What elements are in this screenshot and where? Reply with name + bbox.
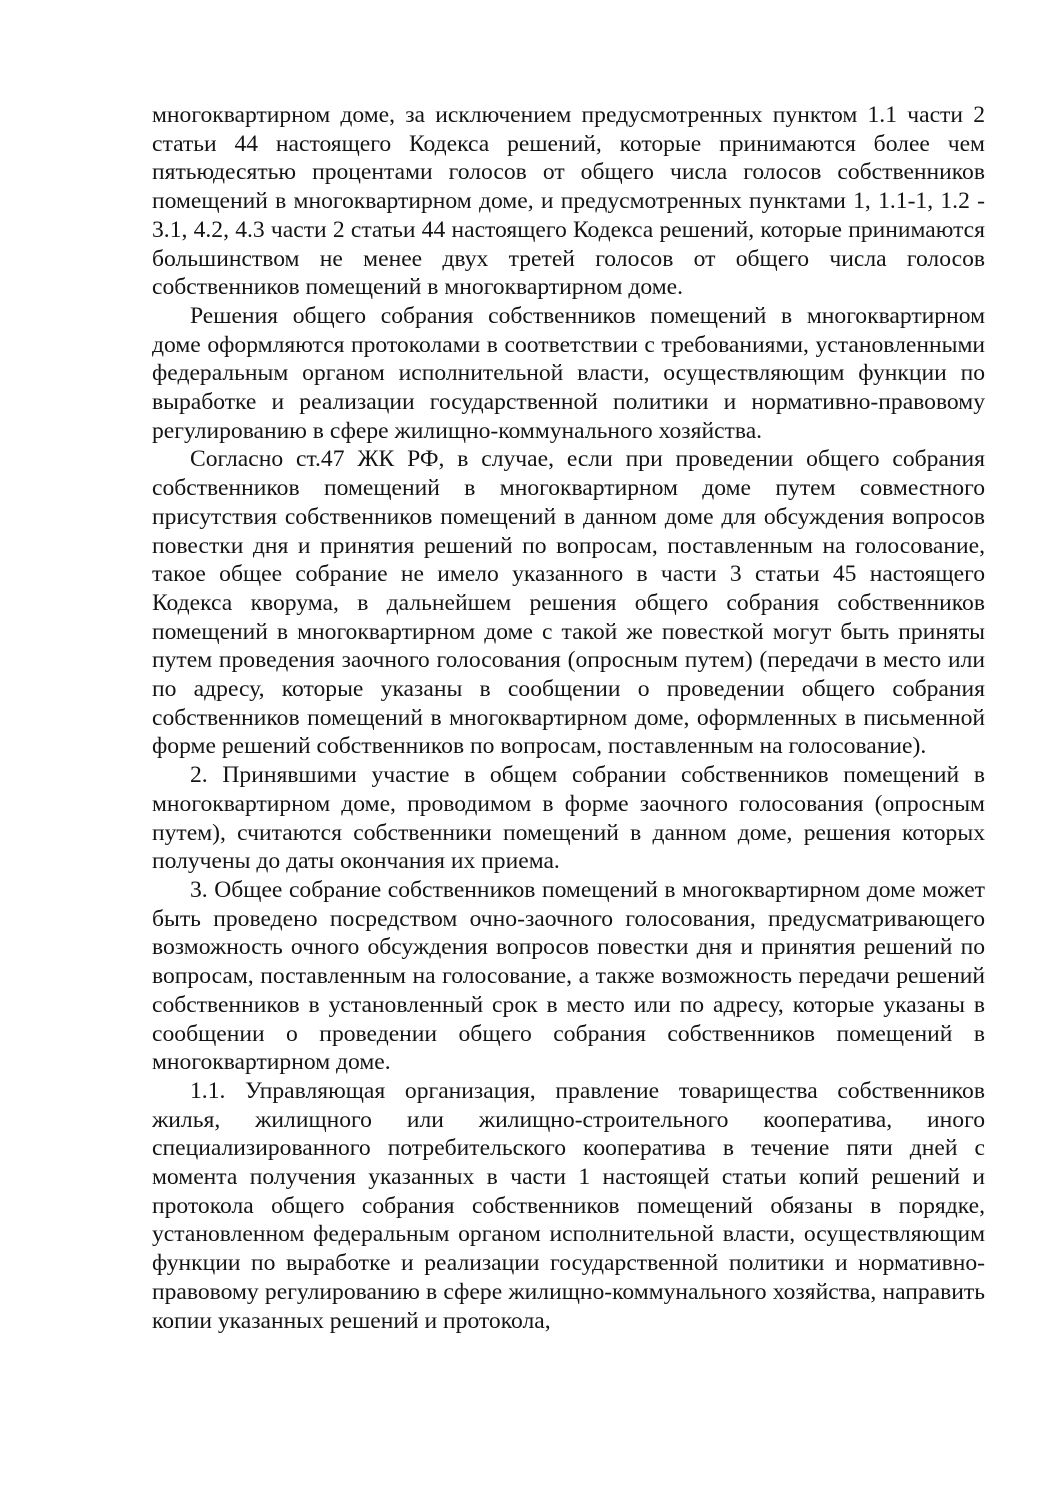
paragraph-continuation: многоквартирном доме, за исключением предусмотренных пунктом 1.1 части 2 статьи 44 настоящего Кодекса решений, которые принимаются более чем пятьюдесятью процентами голосов от общего числа голосов собственников помещений в многоквартирном доме, и предусмотренных пунктами 1, 1.1-1, 1.2 - 3.1, 4.2, 4.3 части 2 статьи 44 настоящего Кодекса решений, которые принимаются большинством не менее двух третей голосов от общего числа голосов собственников помещений в многоквартирном доме. [152,102,985,301]
paragraph-item-2: 2. Принявшими участие в общем собрании собственников помещений в многоквартирном доме, проводимом в форме заочного голосования (опросным путем), считаются собственники помещений в данном доме, решения которых получены до даты окончания их приема. [152,762,985,875]
paragraph-protocol-requirements: Решения общего собрания собственников помещений в многоквартирном доме оформляются протоколами в соответствии с требованиями, установленными федеральным органом исполнительной власти, осуществляющим функции по выработке и реализации государственной политики и нормативно-правовому регулированию в сфере жилищно-коммунального хозяйства. [152,302,985,444]
paragraph-item-3: 3. Общее собрание собственников помещений в многоквартирном доме может быть проведено посредством очно-заочного голосования, предусматривающего возможность очного обсуждения вопросов повестки дня и принятия решений по вопросам, поставленным на голосование, а также возможность передачи решений собственников в установленный срок в место или по адресу, которые указаны в сообщении о проведении общего собрания собственников помещений в многоквартирном доме. [152,876,985,1076]
document-body [152,101,985,1335]
paragraph-article-47: Согласно ст.47 ЖК РФ, в случае, если при проведении общего собрания собственников помещений в многоквартирном доме путем совместного присутствия собственников помещений в данном доме для обсуждения вопросов повестки дня и принятия решений по вопросам, поставленным на голосование, такое общее собрание не имело указанного в части 3 статьи 45 настоящего Кодекса кворума, в дальнейшем решения общего собрания собственников помещений в многоквартирном доме с такой же повесткой могут быть приняты путем проведения заочного голосования (опросным путем) (передачи в место или по адресу, которые указаны в сообщении о проведении общего собрания собственников помещений в многоквартирном доме, оформленных в письменной форме решений собственников по вопросам, поставленным на голосование). [152,446,985,760]
paragraph-item-1-1: 1.1. Управляющая организация, правление товарищества собственников жилья, жилищного или жилищно-строительного кооператива, иного специализированного потребительского кооператива в течение пяти дней с момента получения указанных в части 1 настоящей статьи копий решений и протокола общего собрания собственников помещений обязаны в порядке, установленном федеральным органом исполнительной власти, осуществляющим функции по выработке и реализации государственной политики и нормативно-правовому регулированию в сфере жилищно-коммунального хозяйства, направить копии указанных решений и протокола, [152,1077,985,1334]
